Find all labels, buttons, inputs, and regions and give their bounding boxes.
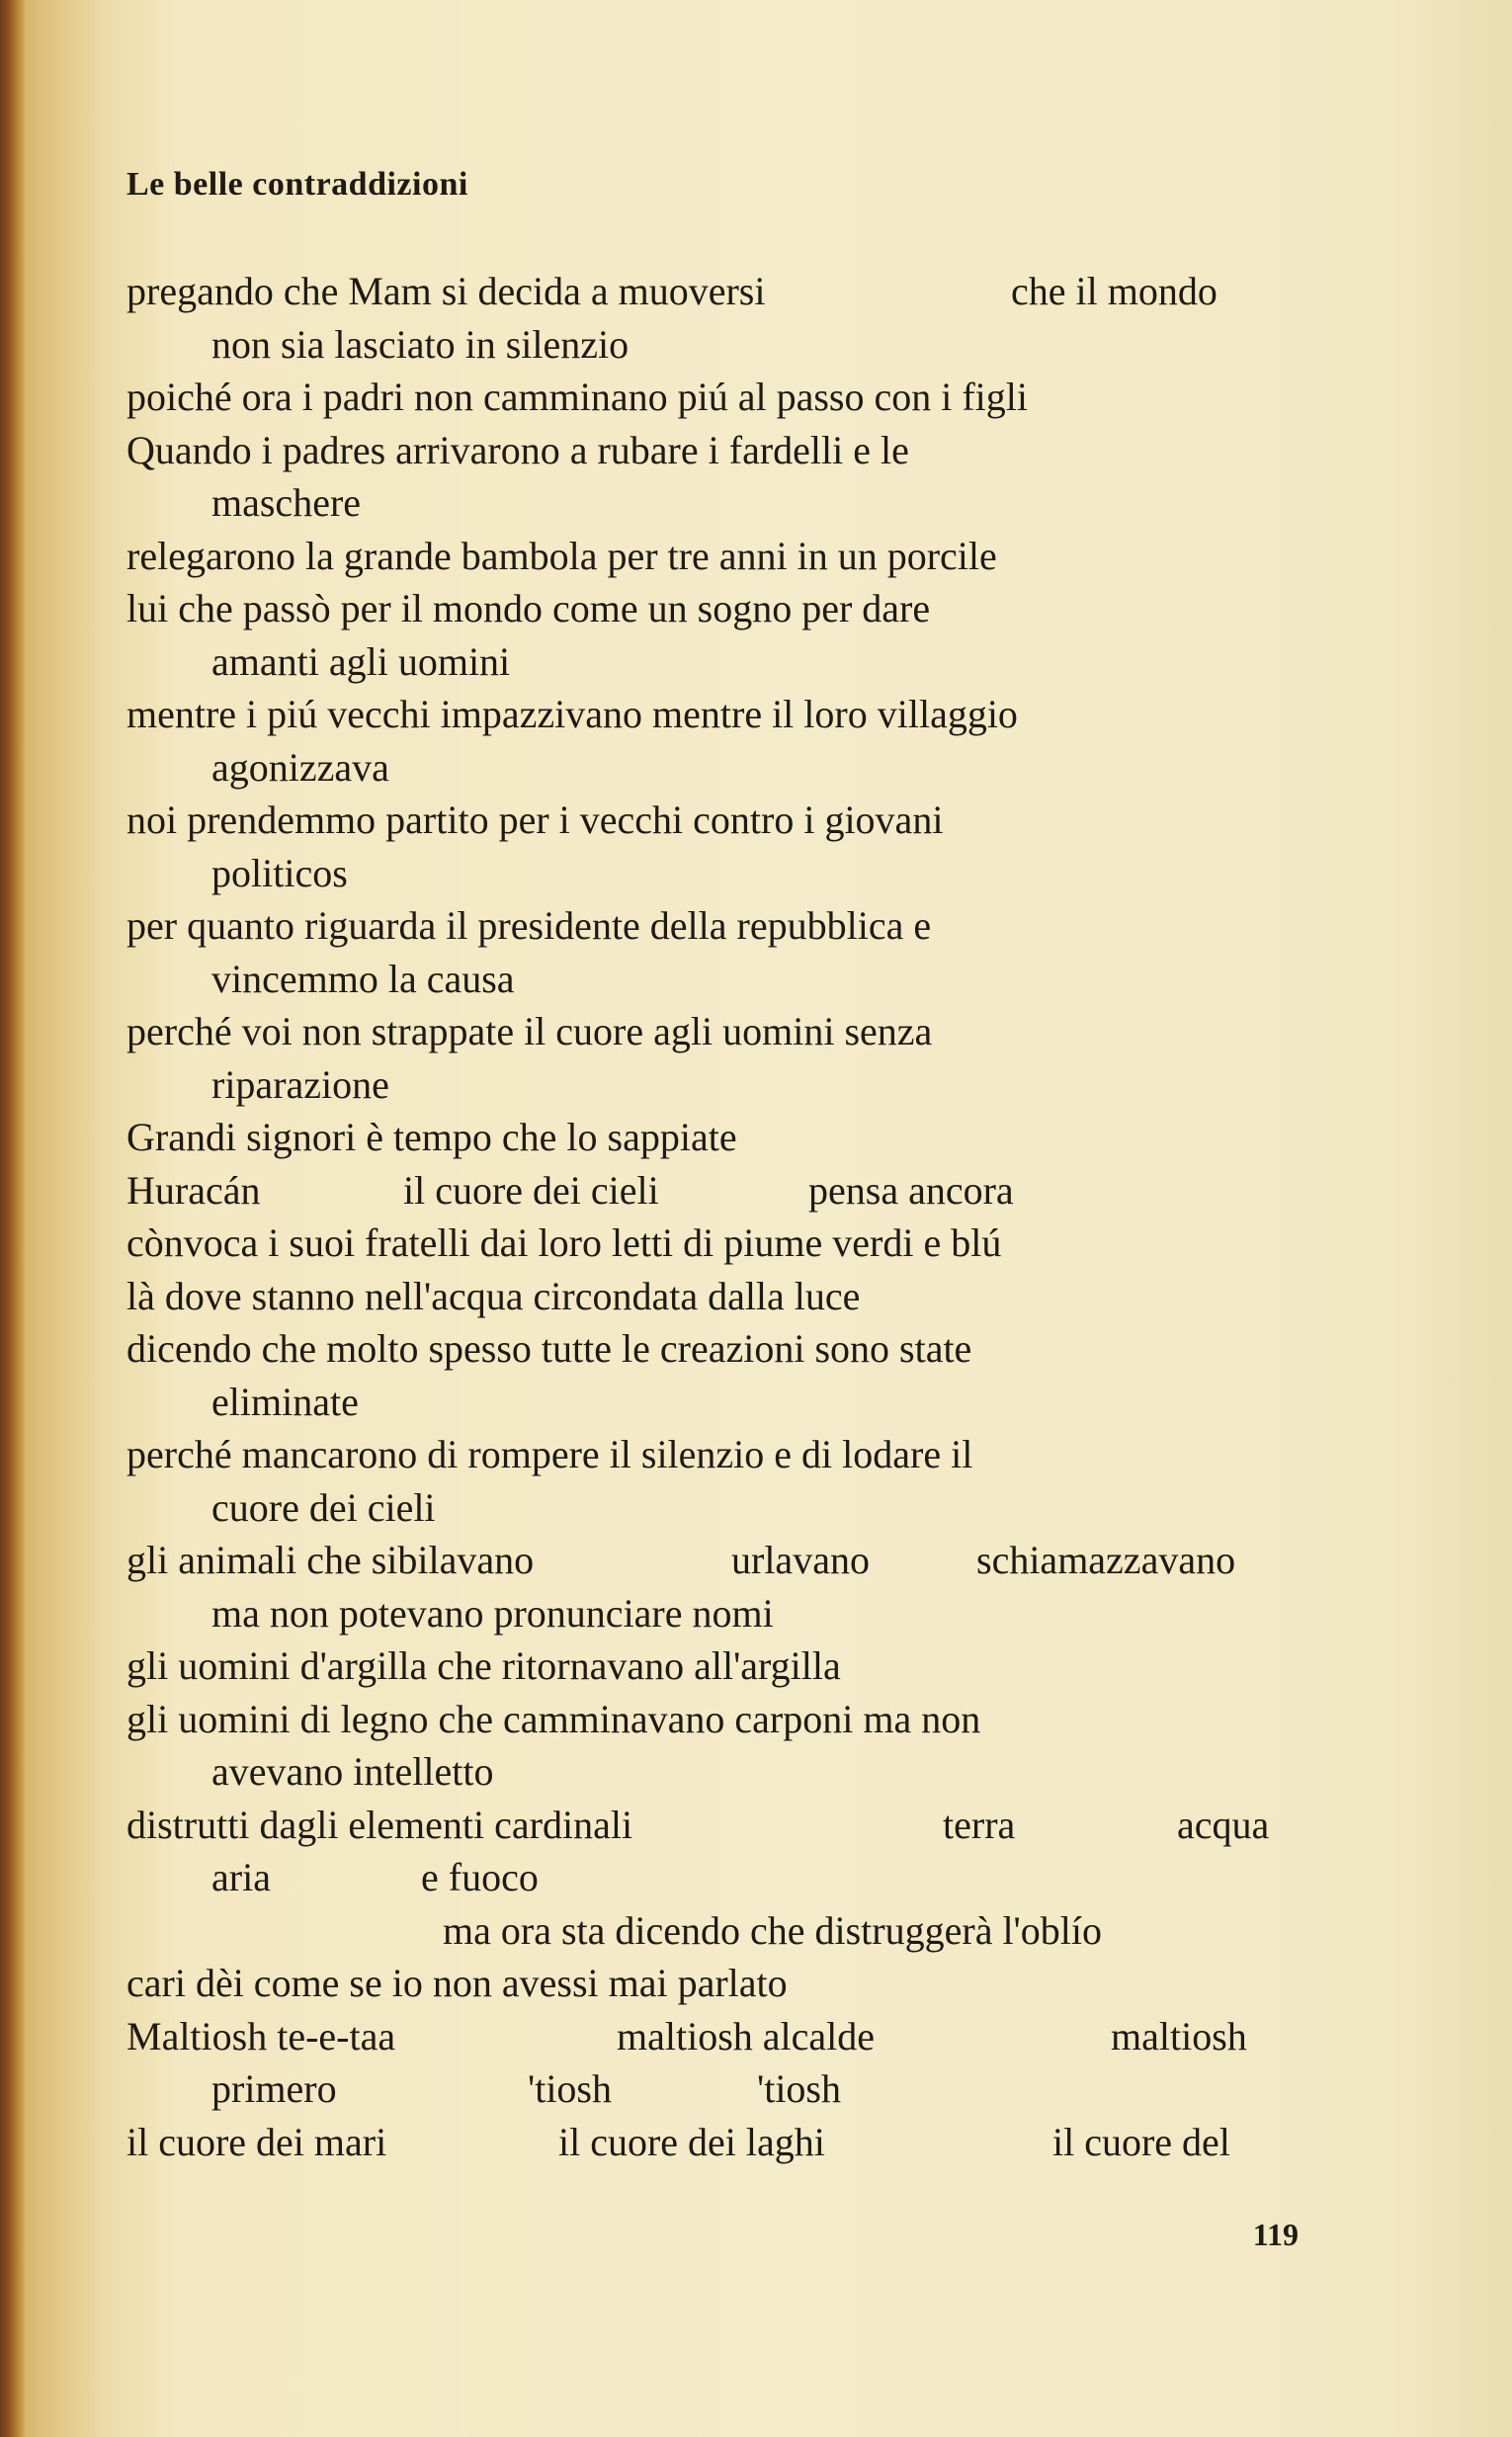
verse-line: primero 'tiosh 'tiosh: [211, 2066, 841, 2111]
verse-line: vincemmo la causa: [211, 956, 515, 1001]
verse-line: là dove stanno nell'acqua circondata dalla luce: [126, 1273, 861, 1318]
verse-line: Maltiosh te-e-taa maltiosh alcalde maltiosh: [126, 2013, 1247, 2059]
verse-line: il cuore dei mari il cuore dei laghi il cuore del: [126, 2119, 1230, 2164]
verse-line: non sia lasciato in silenzio: [211, 321, 630, 367]
verse-line: mentre i piú vecchi impazzivano mentre il loro villaggio: [126, 692, 1018, 736]
verse-line: perché mancarono di rompere il silenzio e di lodare il: [126, 1432, 973, 1476]
verse-line: maschere: [211, 480, 362, 525]
verse-line: cuore dei cieli: [211, 1484, 436, 1530]
verse-line: ma non potevano pronunciare nomi: [211, 1590, 774, 1636]
binding-shadow: [0, 0, 26, 2437]
verse-line: avevano intelletto: [211, 1749, 494, 1794]
verse-line: gli uomini d'argilla che ritornavano all'argilla: [126, 1643, 841, 1688]
verse-line: eliminate: [211, 1379, 359, 1424]
verse-line: noi prendemmo partito per i vecchi contro i giovani: [126, 798, 944, 842]
verse-line: politicos: [211, 850, 348, 895]
verse-line: Grandi signori è tempo che lo sappiate: [126, 1115, 737, 1159]
verse-line: ma ora sta dicendo che distruggerà l'oblío: [443, 1907, 1102, 1953]
verse-line: agonizzava: [211, 744, 389, 790]
verse-line: distrutti dagli elementi cardinali terra acqua: [126, 1802, 1270, 1847]
running-head: Le belle contraddizioni: [126, 166, 468, 203]
verse-line: gli animali che sibilavano urlavano schiamazzavano: [126, 1538, 1236, 1582]
verse-line: poiché ora i padri non camminano piú al passo con i figli: [126, 375, 1028, 419]
verse-line: per quanto riguarda il presidente della repubblica e: [126, 903, 932, 948]
page-number: 119: [1252, 2217, 1299, 2252]
verse-line: relegarono la grande bambola per tre anni in un porcile: [126, 533, 997, 578]
verse-line: Quando i padres arrivarono a rubare i fardelli e le: [126, 427, 909, 472]
verse-line: cònvoca i suoi fratelli dai loro letti di piume verdi e blú: [126, 1220, 1002, 1265]
verse-line: lui che passò per il mondo come un sogno per dare: [126, 586, 931, 630]
verse-line: aria e fuoco: [211, 1855, 539, 1899]
verse-line: pregando che Mam si decida a muoversi che il mondo: [126, 269, 1218, 313]
poem-text: [126, 265, 1312, 2168]
verse-line: cari dèi come se io non avessi mai parlato: [126, 1961, 788, 2005]
verse-line: perché voi non strappate il cuore agli uomini senza: [126, 1009, 933, 1053]
verse-line: riparazione: [211, 1061, 389, 1107]
verse-line: amanti agli uomini: [211, 638, 511, 684]
verse-line: gli uomini di legno che camminavano carponi ma non: [126, 1696, 981, 1741]
verse-line: Huracán il cuore dei cieli pensa ancora: [126, 1167, 1014, 1213]
verse-line: dicendo che molto spesso tutte le creazioni sono state: [126, 1326, 972, 1371]
